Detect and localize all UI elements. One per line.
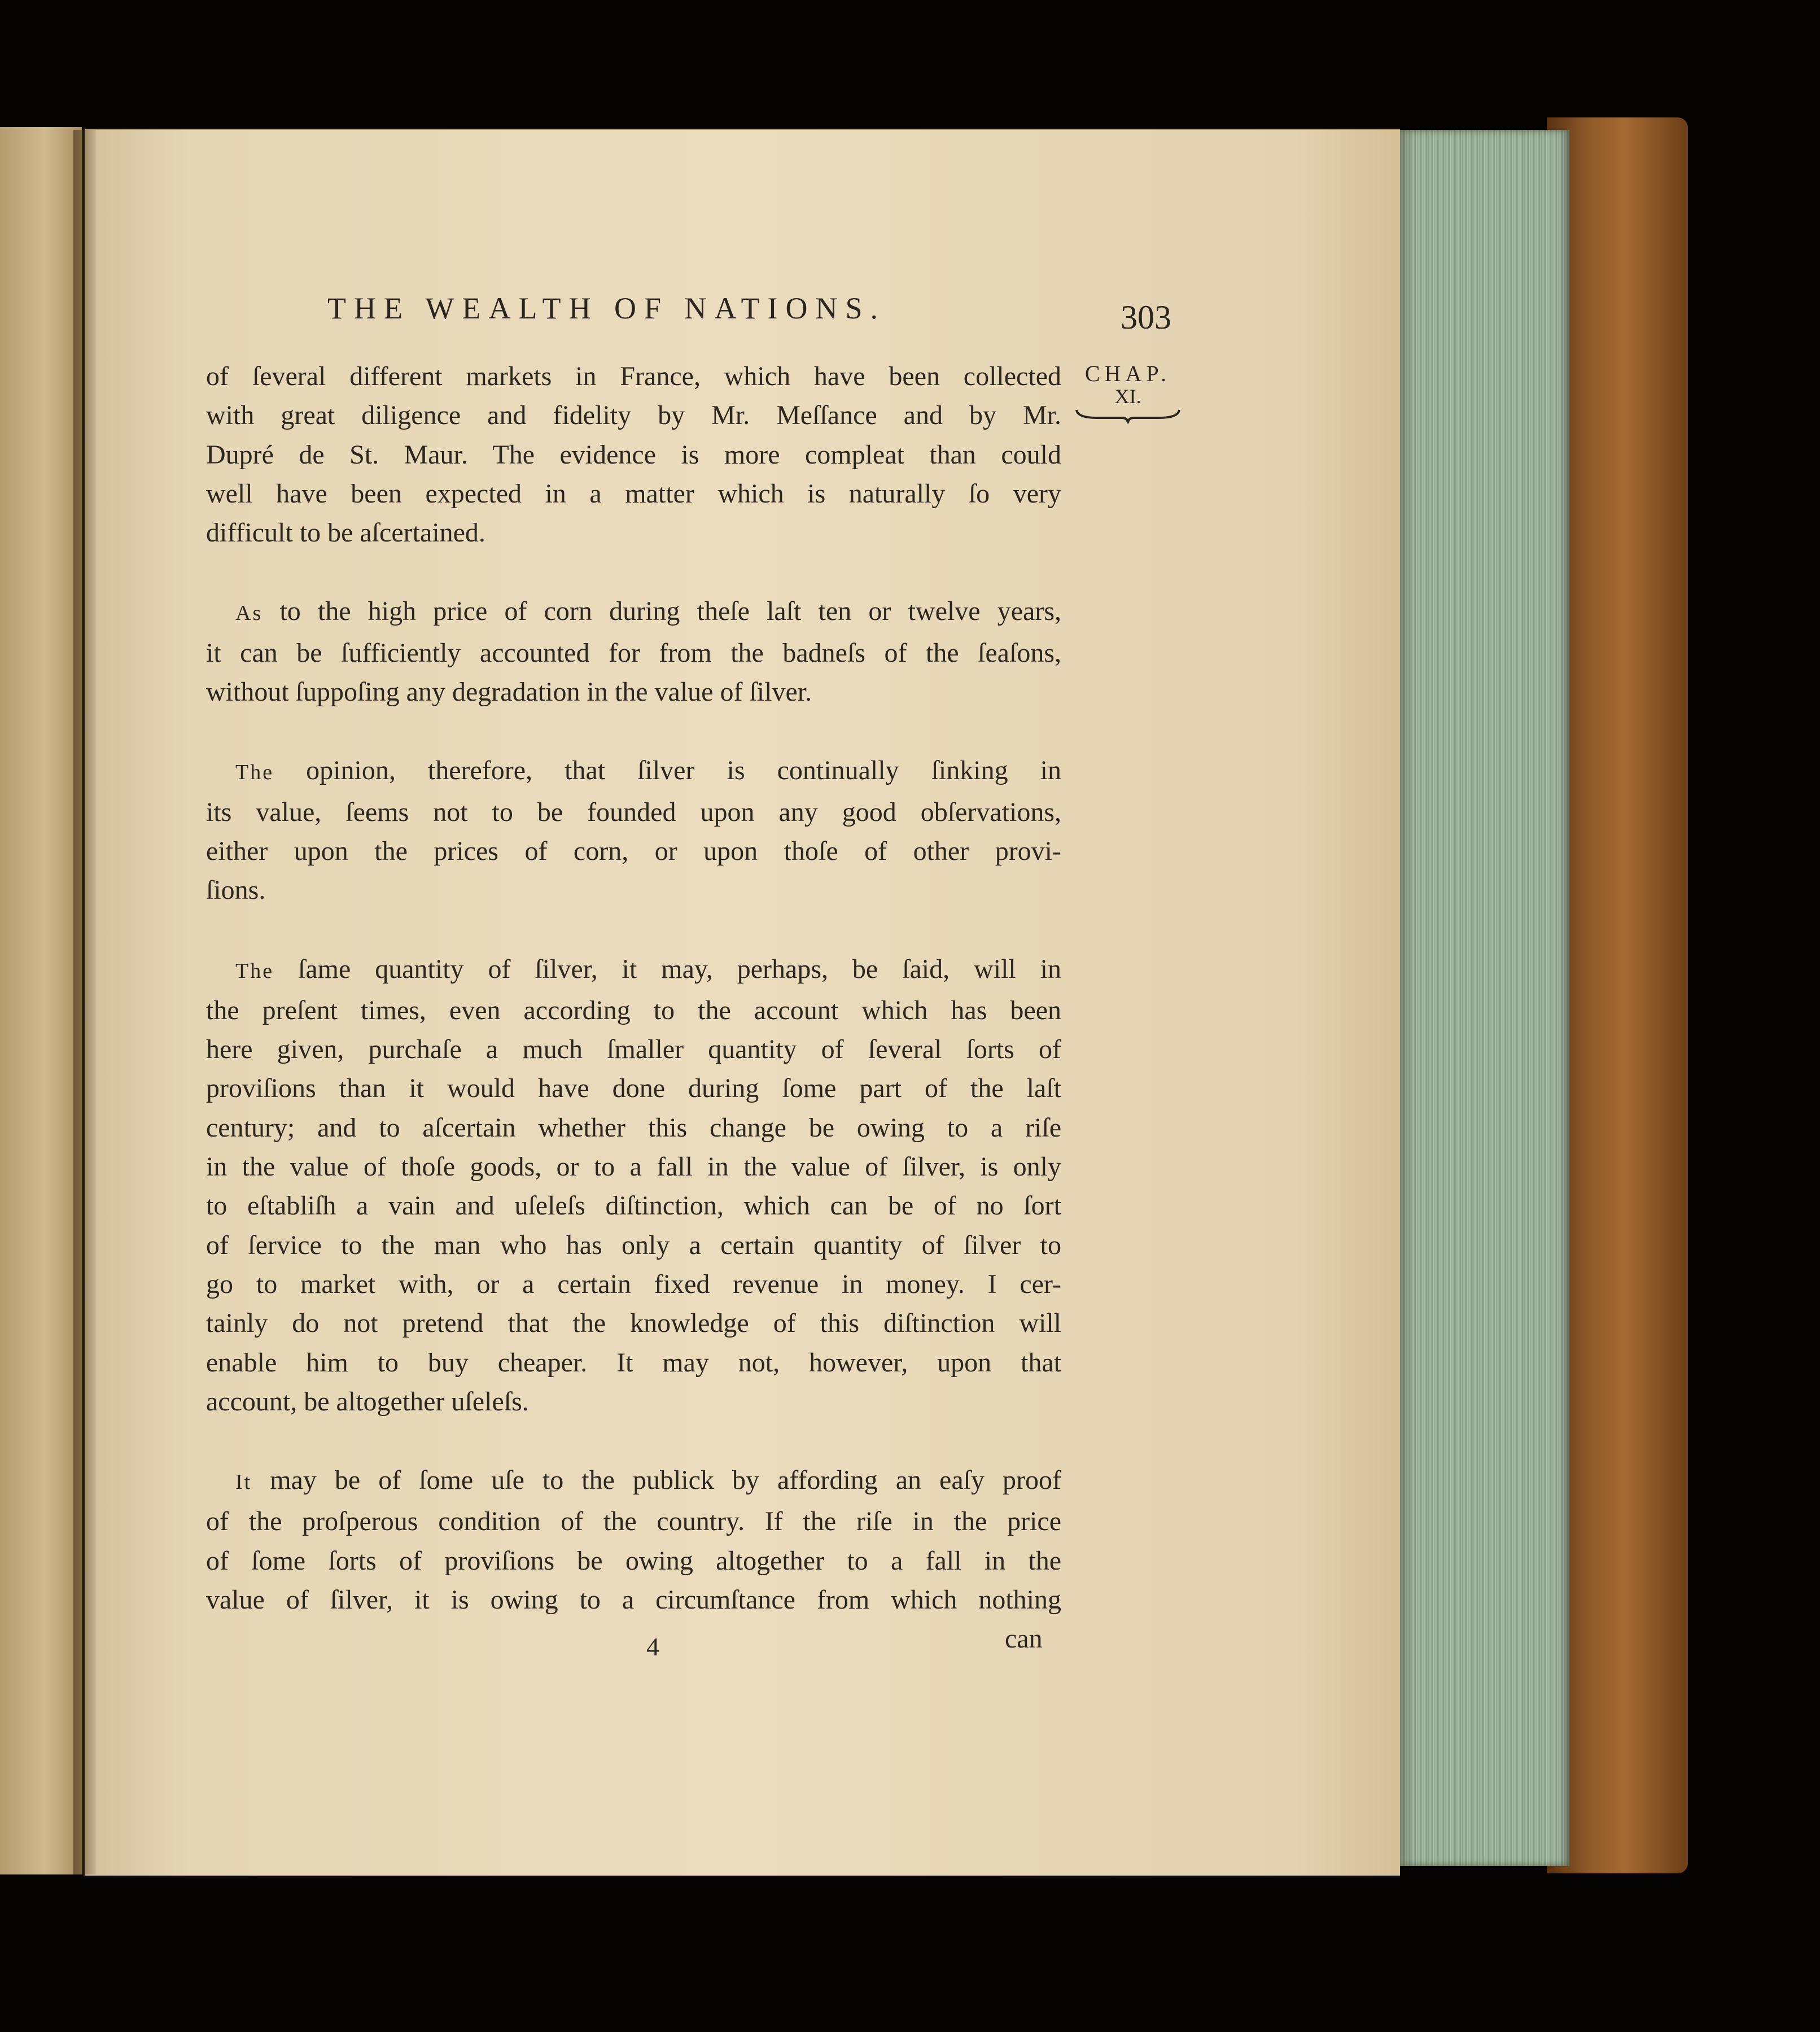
text-line: with great diligence and fidelity by Mr. Meſſance and by Mr. — [206, 400, 1061, 431]
paragraph-1 — [206, 357, 1061, 552]
left-facing-page — [0, 127, 82, 1874]
text-line: either upon the prices of corn, or upon thoſe of other provi- — [206, 836, 1061, 866]
text-line: century; and to aſcertain whether this change be owing to a riſe — [206, 1112, 1061, 1143]
text-line: without ſuppoſing any degradation in the value of ſilver. — [206, 677, 812, 707]
paragraph-4 — [206, 950, 1061, 1422]
text-line: tainly do not pretend that the knowledge of this diſtinction will — [206, 1308, 1061, 1339]
text-line: value of ſilver, it is owing to a circumſtance from which nothing — [206, 1585, 1061, 1615]
text-line: difficult to be aſcertained. — [206, 518, 485, 548]
text-line: of ſome ſorts of proviſions be owing altogether to a fall in the — [206, 1545, 1061, 1576]
running-title: THE WEALTH OF NATIONS. — [327, 291, 886, 325]
text-line: it can be ſufficiently accounted for from the badneſs of the ſeaſons, — [206, 637, 1061, 668]
lead-word: It — [235, 1470, 252, 1494]
text-line: enable him to buy cheaper. It may not, however, upon that — [206, 1347, 1061, 1378]
gutter-shadow — [73, 130, 96, 1874]
chapter-label: CHAP. — [1084, 361, 1171, 386]
text-line: the preſent times, even according to the account which has been — [206, 995, 1061, 1025]
brace-icon — [1074, 408, 1182, 425]
text-line: here given, purchaſe a much ſmaller quantity of ſeveral ſorts of — [206, 1034, 1061, 1065]
paragraph-5 — [206, 1461, 1061, 1619]
text-line: in the value of thoſe goods, or to a fall in the value of ſilver, is only — [206, 1152, 1061, 1182]
text-line: of the proſperous condition of the country. If the riſe in the price — [206, 1506, 1061, 1537]
lead-word: The — [235, 761, 274, 785]
text-line: It may be of ſome uſe to the publick by affording an eaſy proof — [235, 1465, 1061, 1496]
text-line: As to the high price of corn during theſe laſt ten or twelve years, — [235, 596, 1062, 627]
text-line: to eſtabliſh a vain and uſeleſs diſtinction, which can be of no ſort — [206, 1191, 1061, 1221]
body-text — [206, 357, 1061, 1619]
page-number: 303 — [1121, 299, 1171, 336]
text-line: go to market with, or a certain fixed revenue in money. I cer- — [206, 1269, 1061, 1299]
text-line: of ſervice to the man who has only a certain quantity of ſilver to — [206, 1230, 1061, 1260]
text-line: Dupré de St. Maur. The evidence is more compleat than could — [206, 439, 1061, 470]
text-line: account, be altogether uſeleſs. — [206, 1386, 529, 1417]
text-line: well have been expected in a matter which is naturally ſo very — [206, 478, 1061, 509]
text-line: The opinion, therefore, that ſilver is continually ſinking in — [235, 755, 1061, 786]
page-edges — [1400, 130, 1569, 1866]
text-line: its value, ſeems not to be founded upon any good obſervations, — [206, 797, 1061, 827]
paragraph-3 — [206, 751, 1061, 910]
chapter-number: XI. — [1114, 385, 1141, 408]
catchword: can — [1005, 1624, 1043, 1654]
chapter-margin-note — [1071, 361, 1184, 425]
signature-mark: 4 — [646, 1632, 659, 1661]
text-line: proviſions than it would have done during ſome part of the laſt — [206, 1073, 1061, 1104]
paragraph-2 — [206, 592, 1061, 711]
lead-word: The — [235, 959, 274, 983]
lead-word: As — [235, 601, 263, 626]
text-line: ſions. — [206, 875, 266, 906]
text-line: The ſame quantity of ſilver, it may, perhaps, be ſaid, will in — [235, 954, 1062, 984]
text-line: of ſeveral different markets in France, which have been collected — [206, 361, 1061, 391]
